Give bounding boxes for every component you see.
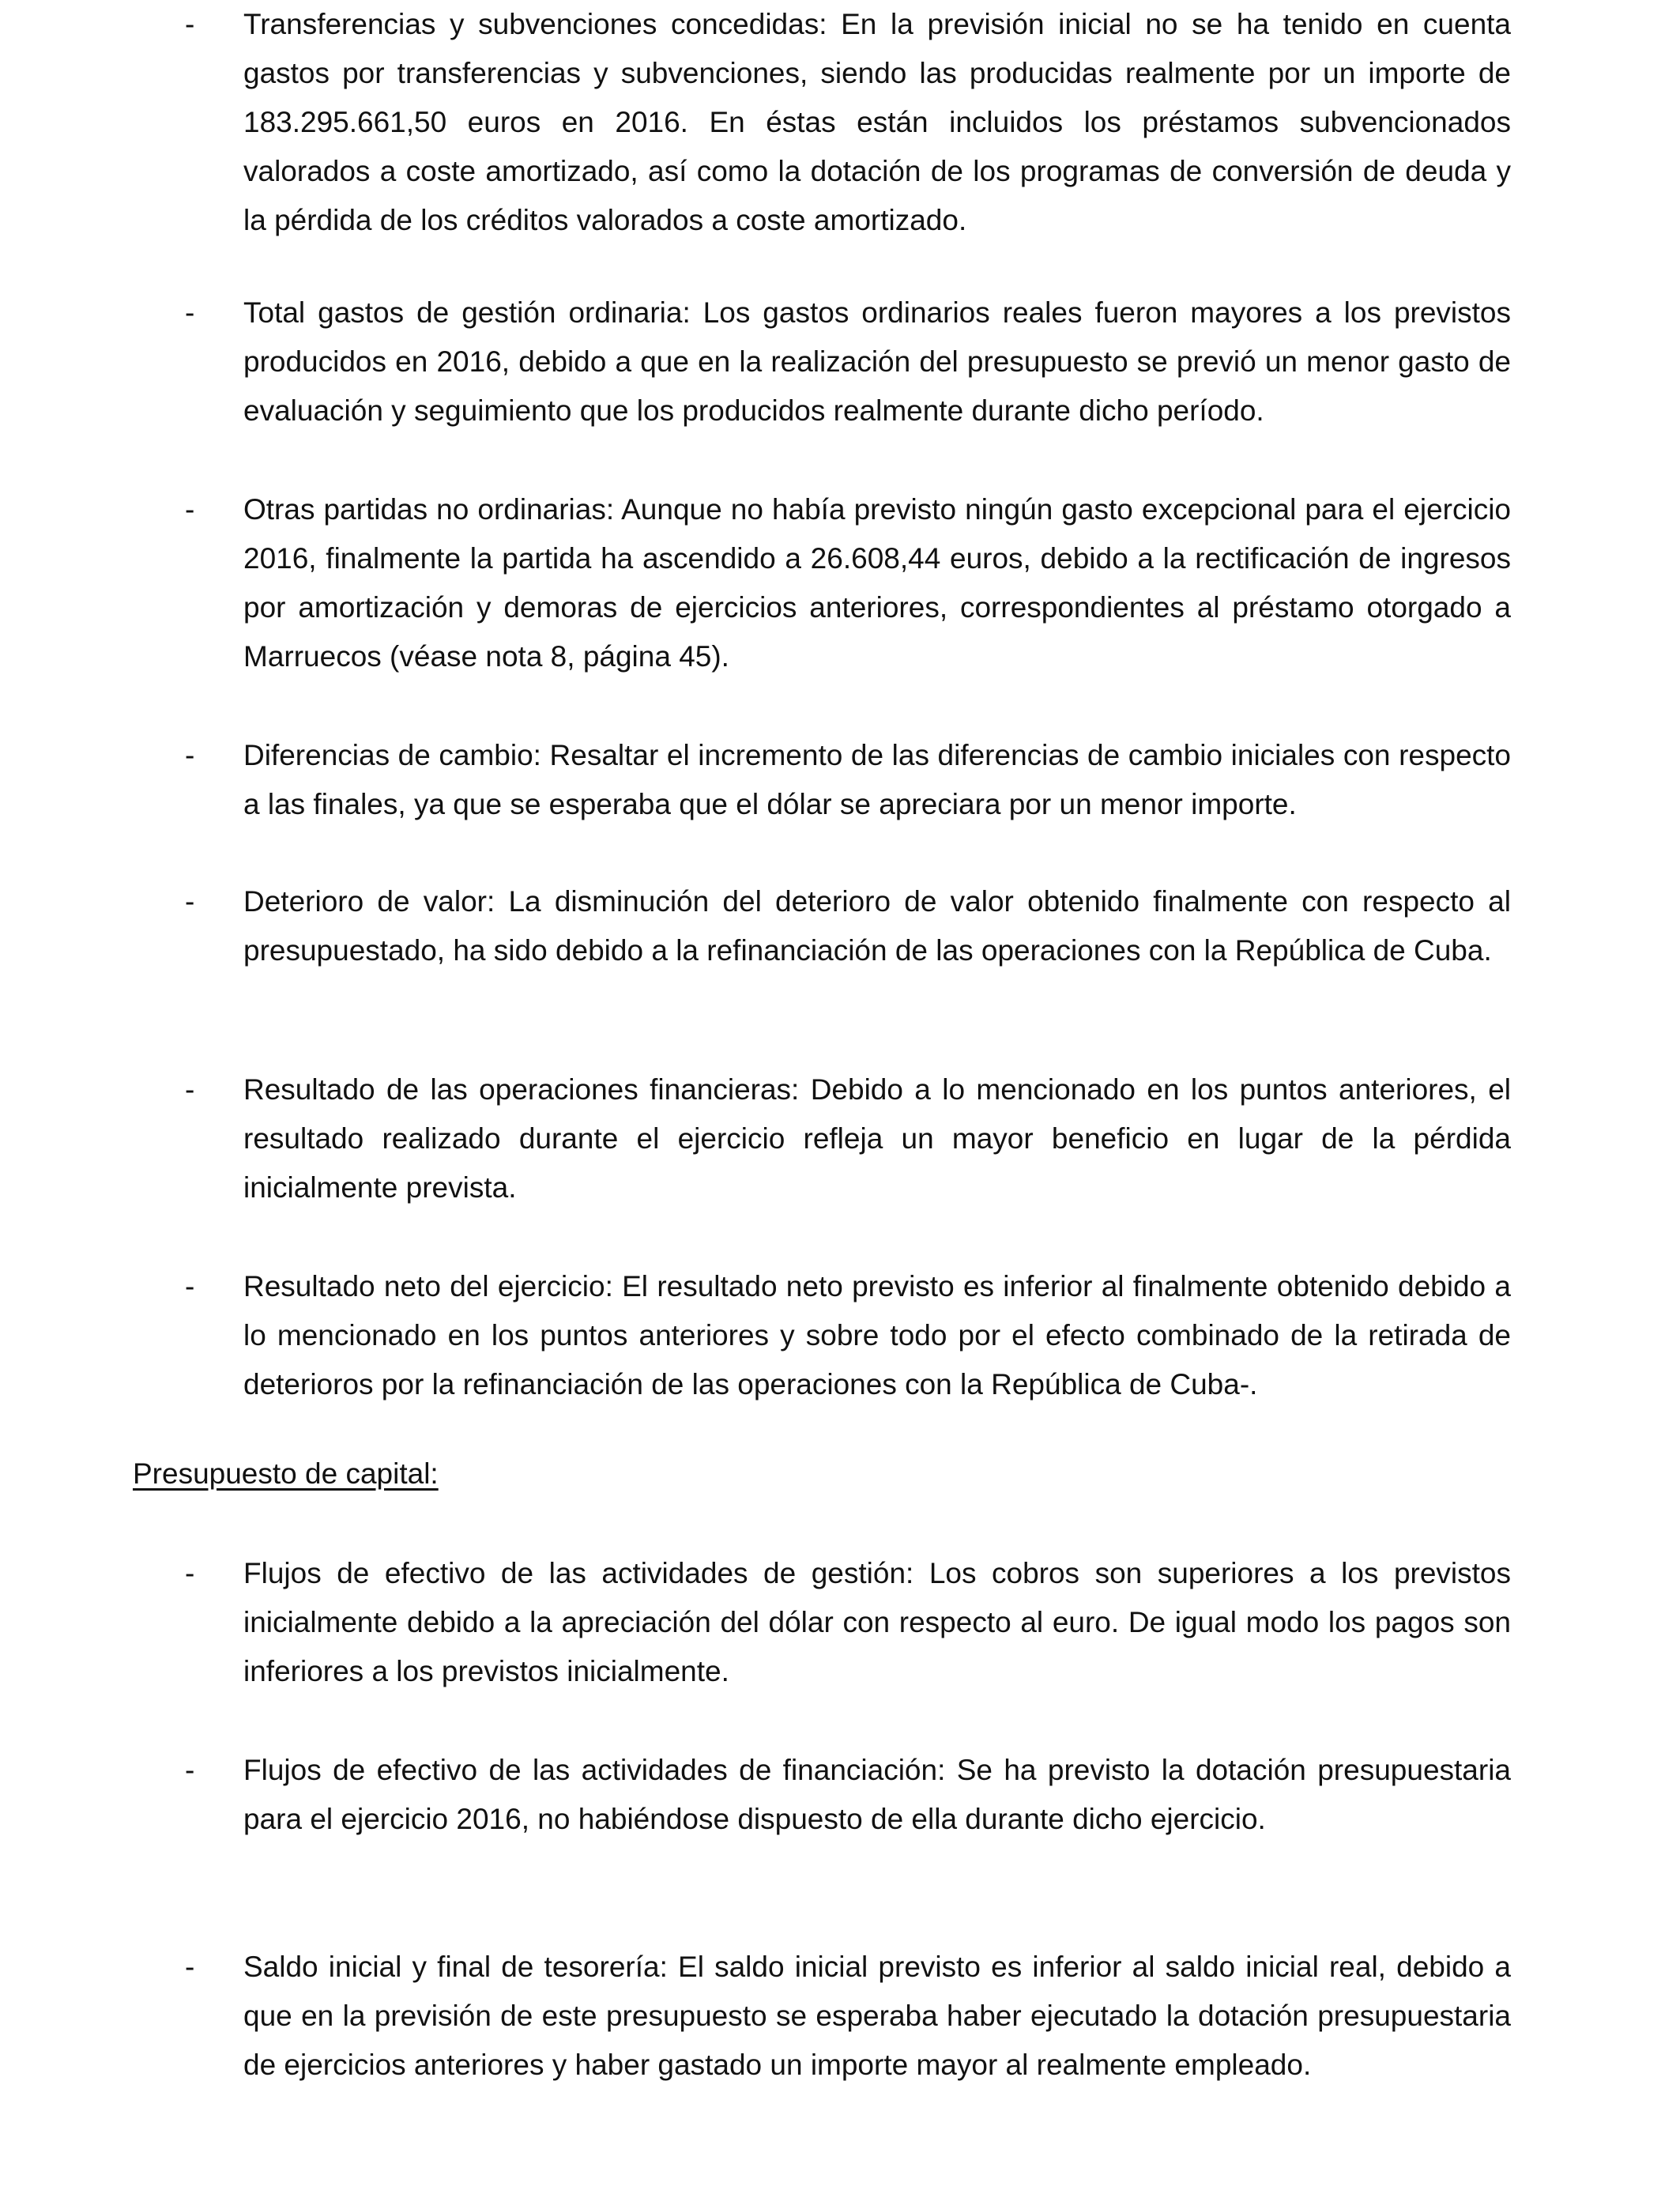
list-item-text: Otras partidas no ordinarias: Aunque no había previsto ningún gasto excepcional para el ejercicio 2016, finalmente la partida ha ascendido a 26.608,44 euros, debido a la rectificación de ingresos por amortización y demoras de ejercicios anteriores, correspondientes al préstamo otorgado a Marruecos (véase nota 8, página 45). [243, 493, 1511, 673]
list-item-text: Deterioro de valor: La disminución del deterioro de valor obtenido finalmente con respecto al presupuestado, ha sido debido a la refinanciación de las operaciones con la República de Cuba. [243, 885, 1511, 967]
list-item-text: Transferencias y subvenciones concedidas: En la previsión inicial no se ha tenido en cuenta gastos por transferencias y subvenciones, siendo las producidas realmente por un importe de 183.295.661,50 euros en 2016. En éstas están incluidos los préstamos subvencionados valorados a coste amortizado, así como la dotación de los programas de conversión de deuda y la pérdida de los créditos valorados a coste amortizado. [243, 8, 1511, 236]
list-bullet: - [185, 1270, 195, 1302]
list-bullet: - [185, 296, 195, 329]
list-bullet: - [185, 1754, 195, 1786]
list-item-text: Diferencias de cambio: Resaltar el incremento de las diferencias de cambio iniciales con respecto a las finales, ya que se esperaba que el dólar se apreciara por un menor importe. [243, 739, 1511, 820]
list-item-text: Flujos de efectivo de las actividades de financiación: Se ha previsto la dotación presupuestaria para el ejercicio 2016, no habiéndose dispuesto de ella durante dicho ejercicio. [243, 1754, 1511, 1835]
list-bullet: - [185, 739, 195, 771]
section-heading-presupuesto-capital: Presupuesto de capital: [133, 1457, 439, 1490]
list-bullet: - [185, 8, 195, 40]
list-item-text: Total gastos de gestión ordinaria: Los gastos ordinarios reales fueron mayores a los previstos producidos en 2016, debido a que en la realización del presupuesto se previó un menor gasto de evaluación y seguimiento que los producidos realmente durante dicho período. [243, 296, 1511, 427]
list-bullet: - [185, 1557, 195, 1589]
list-bullet: - [185, 493, 195, 526]
list-item-text: Flujos de efectivo de las actividades de gestión: Los cobros son superiores a los previstos inicialmente debido a la apreciación del dólar con respecto al euro. De igual modo los pagos son inferiores a los previstos inicialmente. [243, 1557, 1511, 1687]
list-item-text: Resultado de las operaciones financieras: Debido a lo mencionado en los puntos anteriores, el resultado realizado durante el ejercicio refleja un mayor beneficio en lugar de la pérdida inicialmente prevista. [243, 1073, 1511, 1204]
list-bullet: - [185, 885, 195, 918]
list-item-text: Saldo inicial y final de tesorería: El saldo inicial previsto es inferior al saldo inicial real, debido a que en la previsión de este presupuesto se esperaba haber ejecutado la dotación presupuestaria de ejercicios anteriores y haber gastado un importe mayor al realmente empleado. [243, 1951, 1511, 2081]
list-bullet: - [185, 1073, 195, 1106]
list-item-text: Resultado neto del ejercicio: El resultado neto previsto es inferior al finalmente obtenido debido a lo mencionado en los puntos anteriores y sobre todo por el efecto combinado de la retirada de deterioros por la refinanciación de las operaciones con la República de Cuba-. [243, 1270, 1511, 1400]
list-bullet: - [185, 1951, 195, 1983]
